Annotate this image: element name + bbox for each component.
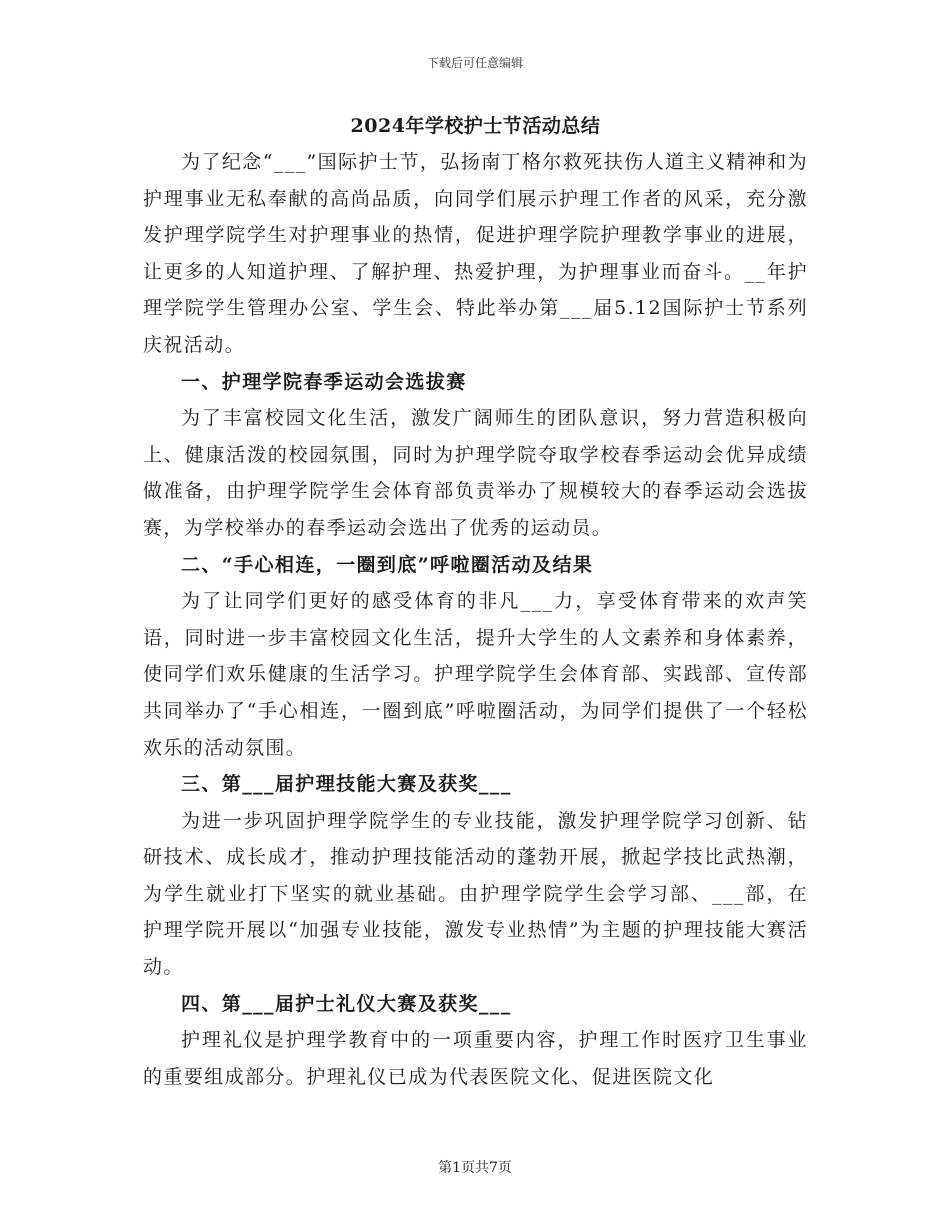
section-heading-3: 三、第___届护理技能大赛及获奖___ bbox=[181, 773, 512, 796]
section-body-4: 护理礼仪是护理学教育中的一项重要内容，护理工作时医疗卫生事业的重要组成部分。护理礼仪已成为代表医院文化、促进医院文化 bbox=[143, 1029, 808, 1088]
section-body-2: 为了让同学们更好的感受体育的非凡___力，享受体育带来的欢声笑语，同时进一步丰富校园文化生活，提升大学生的人文素养和身体素养，使同学们欢乐健康的生活学习。护理学院学生会体育部、实践部、宣传部共同举办了“手心相连，一圈到底”呼啦圈活动，为同学们提供了一个轻松欢乐的活动氛围。 bbox=[143, 590, 808, 759]
section-heading-1: 一、护理学院春季运动会选拔赛 bbox=[181, 370, 467, 393]
page-number: 第1页共7页 bbox=[438, 1160, 512, 1176]
section-heading-2: 二、“手心相连，一圈到底”呼啦圈活动及结果 bbox=[181, 553, 594, 576]
intro-paragraph: 为了纪念“___”国际护士节，弘扬南丁格尔救死扶伤人道主义精神和为护理事业无私奉献的高尚品质，向同学们展示护理工作者的风采，充分激发护理学院学生对护理事业的热情，促进护理学院护理教学事业的进展，让更多的人知道护理、了解护理、热爱护理，为护理事业而奋斗。__年护理学院学生管理办公室、学生会、特此举办第___届5.12国际护士节系列庆祝活动。 bbox=[143, 151, 808, 356]
document-title: 2024年学校护士节活动总结 bbox=[350, 115, 601, 137]
document-body bbox=[143, 112, 808, 1095]
section-body-1: 为了丰富校园文化生活，激发广阔师生的团队意识，努力营造积极向上、健康活泼的校园氛围，同时为护理学院夺取学校春季运动会优异成绩做准备，由护理学院学生会体育部负责举办了规模较大的春季运动会选拔赛，为学校举办的春季运动会选出了优秀的运动员。 bbox=[143, 407, 808, 539]
section-heading-4: 四、第___届护士礼仪大赛及获奖___ bbox=[181, 992, 512, 1015]
section-body-3: 为进一步巩固护理学院学生的专业技能，激发护理学院学习创新、钻研技术、成长成才，推动护理技能活动的蓬勃开展，掀起学技比武热潮，为学生就业打下坚实的就业基础。由护理学院学生会学习部、___部，在护理学院开展以“加强专业技能，激发专业热情”为主题的护理技能大赛活动。 bbox=[143, 809, 808, 979]
page-header-note: 下载后可任意编辑 bbox=[426, 56, 523, 70]
